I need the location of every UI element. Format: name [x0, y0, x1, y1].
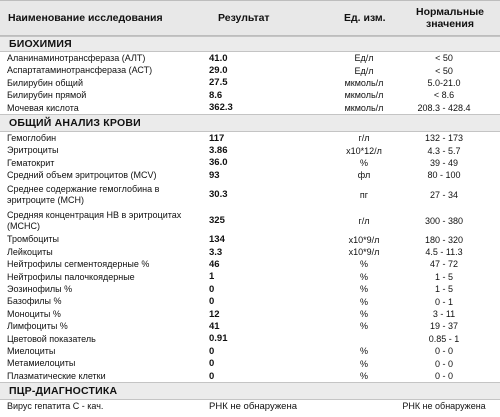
test-value: 3.3 — [209, 246, 223, 258]
test-range: РНК не обнаружена — [402, 401, 486, 412]
section-header: ПЦР-ДИАГНОСТИКА — [0, 382, 500, 400]
test-range: 47 - 72 — [429, 259, 459, 270]
test-name: Билирубин прямой — [7, 90, 87, 101]
section-header: БИОХИМИЯ — [0, 36, 500, 52]
test-value: 29.0 — [209, 65, 228, 77]
table-row — [0, 357, 500, 369]
test-range: 0.85 - 1 — [428, 333, 460, 344]
test-name: Лейкоциты — [7, 246, 53, 257]
test-value: 134 — [209, 234, 225, 246]
test-range: 1 - 5 — [434, 284, 453, 295]
test-unit: Ед/л — [354, 65, 374, 76]
test-name: Нейтрофилы сегментоядерные % — [7, 259, 150, 270]
test-value: 46 — [209, 258, 220, 270]
test-unit: % — [359, 321, 368, 332]
column-header-name: Наименование исследования — [8, 12, 163, 24]
test-range: 0 - 0 — [434, 371, 453, 381]
test-range: 0 - 1 — [434, 296, 453, 307]
test-unit: % — [359, 157, 368, 168]
table-row — [0, 64, 500, 76]
test-value: РНК не обнаружена — [209, 400, 297, 412]
table-row — [0, 234, 500, 246]
test-range: 180 - 320 — [424, 234, 464, 245]
column-header-result: Результат — [218, 12, 270, 24]
test-name: Средний объем эритроцитов (MCV) — [7, 170, 157, 181]
column-header-norm — [410, 1, 490, 35]
test-unit: % — [359, 346, 368, 357]
table-row — [0, 258, 500, 270]
test-range: 27 - 34 — [429, 189, 459, 200]
test-range: 1 - 5 — [434, 271, 453, 282]
test-range: 3 - 11 — [432, 309, 456, 320]
table-body — [0, 36, 500, 413]
test-value: 1 — [209, 271, 215, 283]
test-name: Моноциты % — [7, 308, 61, 319]
table-row — [0, 182, 500, 208]
test-name: Нейтрофилы палочкоядерные — [7, 271, 135, 282]
test-name: Вирус гепатита С - кач. — [7, 401, 104, 412]
test-name: Цветовой показатель — [7, 333, 96, 344]
test-value: 12 — [209, 308, 220, 320]
test-range: 19 - 37 — [429, 321, 459, 332]
test-unit: % — [359, 358, 368, 369]
table-row — [0, 370, 500, 382]
test-range: 0 - 0 — [434, 358, 453, 369]
test-value: 0 — [209, 296, 215, 308]
table-row — [0, 132, 500, 144]
test-value: 93 — [209, 169, 220, 181]
test-value: 0 — [209, 358, 215, 370]
test-name: Гематокрит — [7, 157, 55, 168]
test-value: 41 — [209, 320, 220, 332]
test-range: 300 - 380 — [424, 215, 464, 226]
test-name: Эритроциты — [7, 145, 59, 156]
test-range: 208.3 - 428.4 — [417, 102, 471, 113]
test-unit: х10*9/л — [348, 247, 380, 258]
table-row — [0, 102, 500, 114]
test-unit: % — [359, 371, 368, 381]
table-row — [0, 52, 500, 64]
test-name: Плазматические клетки — [7, 370, 106, 381]
table-row — [0, 246, 500, 258]
test-name: Базофилы % — [7, 296, 62, 307]
test-value: 30.3 — [209, 189, 228, 201]
test-name: Среднее содержание гемоглобина в эритроците (МСН) — [7, 184, 160, 205]
test-name: Миелоциты — [7, 345, 56, 356]
test-value: 117 — [209, 132, 225, 144]
test-name: Средняя концентрация НВ в эритроцитах (МСНС) — [7, 210, 182, 231]
test-unit — [340, 400, 388, 412]
table-row — [0, 345, 500, 357]
test-unit: фл — [357, 170, 371, 181]
table-row — [0, 157, 500, 169]
test-range: < 8.6 — [433, 90, 455, 101]
test-value: 0 — [209, 345, 215, 357]
table-row — [0, 308, 500, 320]
test-unit: мкмоль/л — [344, 77, 384, 88]
test-value: 362.3 — [209, 102, 233, 114]
table-row — [0, 333, 500, 345]
test-value: 36.0 — [209, 157, 228, 169]
table-row — [0, 271, 500, 283]
table-header — [0, 0, 500, 36]
test-range: 132 - 173 — [424, 133, 464, 144]
test-range: 80 - 100 — [427, 170, 461, 181]
section-header: ОБЩИЙ АНАЛИЗ КРОВИ — [0, 114, 500, 132]
test-unit: мкмоль/л — [344, 102, 384, 113]
test-name: Метамиелоциты — [7, 358, 76, 369]
test-unit: % — [359, 309, 368, 320]
test-range: 4.3 - 5.7 — [427, 145, 461, 156]
column-header-norm-line1: Нормальные — [415, 6, 484, 18]
table-row — [0, 169, 500, 181]
test-name: Мочевая кислота — [7, 102, 79, 113]
test-value: 41.0 — [209, 52, 228, 64]
test-name: Тромбоциты — [7, 234, 60, 245]
test-unit: х10*9/л — [348, 234, 380, 245]
table-row — [0, 89, 500, 101]
column-header-norm-line2: значения — [425, 18, 474, 30]
test-unit: % — [359, 296, 368, 307]
test-unit: Ед/л — [354, 53, 374, 64]
table-row — [0, 144, 500, 156]
test-range: < 50 — [435, 53, 453, 64]
test-name: Билирубин общий — [7, 77, 83, 88]
table-row — [0, 400, 500, 412]
test-name: Эозинофилы % — [7, 284, 73, 295]
test-unit: пг — [359, 189, 369, 200]
test-value: 3.86 — [209, 145, 228, 157]
table-row — [0, 295, 500, 307]
test-name: Лимфоциты % — [7, 321, 68, 332]
test-range: < 50 — [435, 65, 453, 76]
test-value: 325 — [209, 215, 225, 227]
table-row — [0, 208, 500, 234]
test-unit: г/л — [358, 133, 370, 144]
test-unit: % — [359, 259, 368, 270]
test-unit: г/л — [358, 215, 370, 226]
test-range: 0 - 0 — [434, 346, 453, 357]
test-unit: мкмоль/л — [344, 90, 384, 101]
test-unit: % — [359, 271, 368, 282]
test-unit — [340, 333, 388, 345]
test-range: 4.5 - 11.3 — [425, 247, 463, 258]
test-value: 27.5 — [209, 77, 228, 89]
test-value: 0 — [209, 283, 215, 295]
test-name: Аспартатаминотрансфераза (АСТ) — [7, 65, 153, 76]
test-unit: х10*12/л — [346, 145, 382, 156]
test-value: 8.6 — [209, 89, 223, 101]
test-range: 5.0-21.0 — [427, 77, 461, 88]
table-row — [0, 77, 500, 89]
table-row — [0, 283, 500, 295]
test-name: Гемоглобин — [7, 132, 57, 143]
table-row — [0, 320, 500, 332]
test-unit: % — [359, 284, 368, 295]
test-value: 0 — [209, 370, 215, 382]
column-header-unit: Ед. изм. — [344, 12, 386, 24]
test-value: 0.91 — [209, 333, 228, 345]
test-name: Аланинаминотрансфераза (АЛТ) — [7, 52, 146, 63]
test-range: 39 - 49 — [429, 157, 459, 168]
